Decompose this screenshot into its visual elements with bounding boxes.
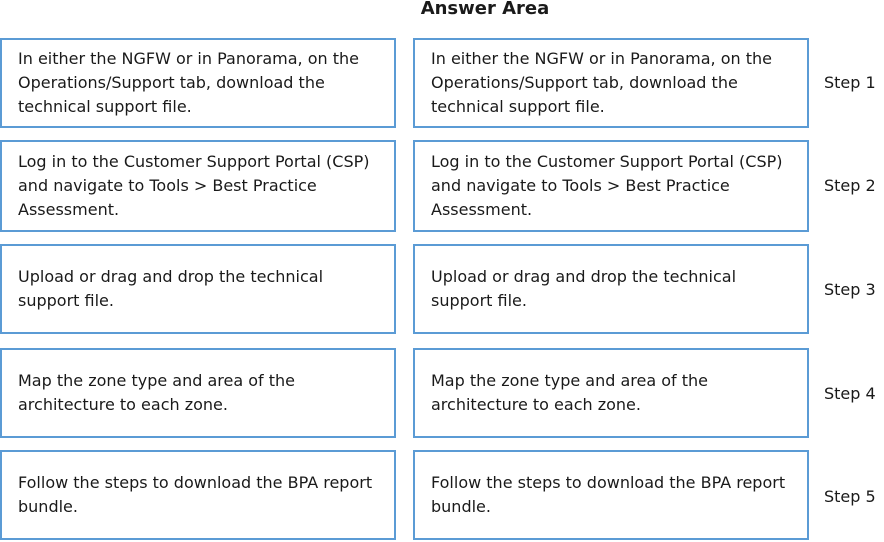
source-item-2[interactable] xyxy=(0,140,396,232)
answer-slot-1-text: In either the NGFW or in Panorama, on the Operations/Support tab, download the technical support file. xyxy=(431,49,772,116)
source-item-4-text: Map the zone type and area of the architecture to each zone. xyxy=(18,371,295,414)
source-item-5[interactable] xyxy=(0,450,396,540)
answer-slot-3-text: Upload or drag and drop the technical support file. xyxy=(431,267,737,310)
source-item-2-text: Log in to the Customer Support Portal (CSP) and navigate to Tools > Best Practice Assessment. xyxy=(18,152,370,219)
step-label-5: Step 5 xyxy=(824,487,876,506)
step-label-1: Step 1 xyxy=(824,73,876,92)
answer-slot-5-text: Follow the steps to download the BPA report bundle. xyxy=(431,473,786,516)
source-item-3-text: Upload or drag and drop the technical support file. xyxy=(18,267,324,310)
answer-slot-5[interactable] xyxy=(413,450,809,540)
source-item-1-text: In either the NGFW or in Panorama, on the Operations/Support tab, download the technical support file. xyxy=(18,49,359,116)
source-item-1[interactable] xyxy=(0,38,396,128)
source-item-4[interactable] xyxy=(0,348,396,438)
answer-slot-1[interactable] xyxy=(413,38,809,128)
answer-slot-3[interactable] xyxy=(413,244,809,334)
step-label-4: Step 4 xyxy=(824,384,876,403)
source-item-3[interactable] xyxy=(0,244,396,334)
answer-slot-4-text: Map the zone type and area of the architecture to each zone. xyxy=(431,371,708,414)
source-item-5-text: Follow the steps to download the BPA report bundle. xyxy=(18,473,373,516)
answer-slot-2-text: Log in to the Customer Support Portal (CSP) and navigate to Tools > Best Practice Assessment. xyxy=(431,152,783,219)
answer-area-title: Answer Area xyxy=(420,0,550,19)
step-label-3: Step 3 xyxy=(824,280,876,299)
answer-slot-4[interactable] xyxy=(413,348,809,438)
answer-slot-2[interactable] xyxy=(413,140,809,232)
step-label-2: Step 2 xyxy=(824,176,876,195)
